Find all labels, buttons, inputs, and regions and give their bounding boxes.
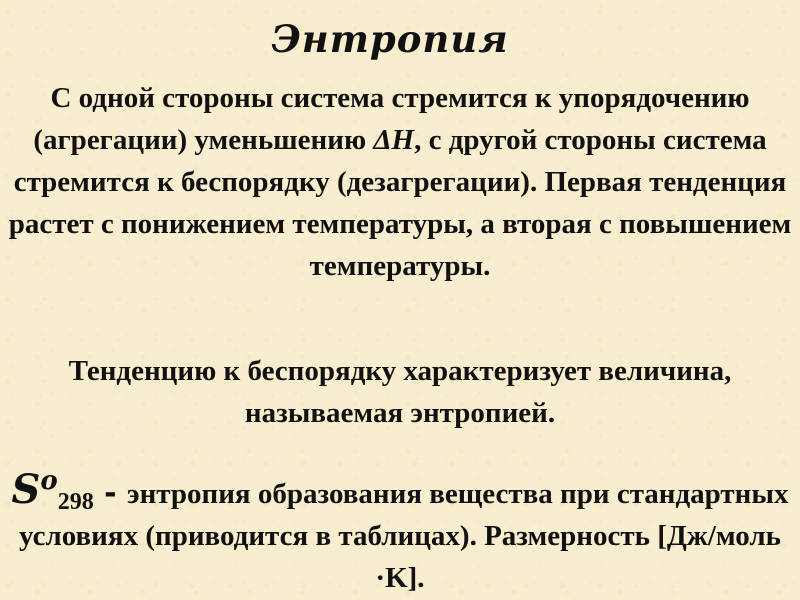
delta-h-symbol: ΔH: [373, 124, 415, 156]
entropy-symbol: S: [11, 466, 41, 513]
standard-entropy-text: энтропия образования вещества при стандартных условиях (приводится в таблицах). Размерность [Дж/моль ·K].: [18, 478, 789, 594]
paragraph-standard-entropy: [8, 466, 792, 599]
entropy-subscript: 298: [57, 489, 94, 515]
paragraph-tendencies-text-start: С одной стороны система стремится к упорядочению (агрегации) уменьшению: [33, 82, 750, 156]
paragraph-tendencies-text-end: , с другой стороны система стремится к беспорядку (дезагрегации). Первая тенденция растет с понижением температуры, а вторая с повышением температуры.: [8, 124, 792, 282]
entropy-dash: -: [93, 476, 128, 511]
entropy-superscript: o: [40, 466, 58, 496]
paragraph-tendencies: [8, 77, 792, 287]
paragraph-entropy-definition: Тенденцию к беспорядку характеризует величина, называемая энтропией.: [68, 355, 732, 429]
slide-title: Энтропия: [271, 17, 509, 61]
